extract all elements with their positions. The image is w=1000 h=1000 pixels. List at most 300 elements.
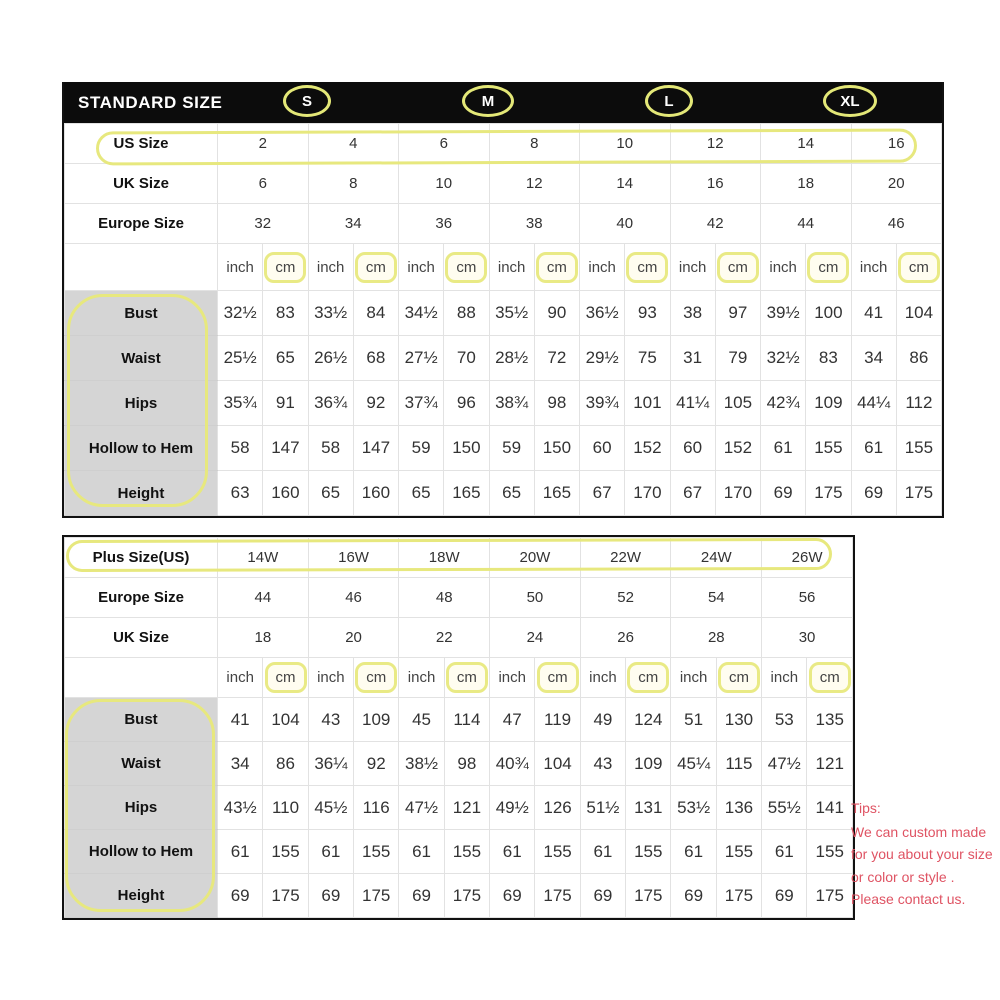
measure-row bbox=[65, 336, 942, 381]
measure-cell: 40¾ bbox=[490, 742, 535, 786]
unit-inch-cell bbox=[580, 658, 625, 698]
size-row bbox=[65, 578, 853, 618]
measure-row bbox=[65, 426, 942, 471]
cm-highlight-box: cm bbox=[537, 662, 579, 693]
measure-cell: 155 bbox=[354, 830, 399, 874]
size-m-label: M bbox=[481, 92, 495, 110]
size-cell: 28 bbox=[671, 618, 762, 658]
measure-cell: 60 bbox=[580, 426, 625, 471]
size-cell: 38 bbox=[489, 204, 580, 244]
measure-cell: 69 bbox=[580, 874, 625, 918]
measure-row bbox=[65, 742, 853, 786]
unit-row-empty-label bbox=[65, 658, 218, 698]
measure-cell: 170 bbox=[715, 471, 760, 516]
measure-cell: 29½ bbox=[580, 336, 625, 381]
measure-cell: 155 bbox=[263, 830, 308, 874]
inch-label: inch bbox=[678, 258, 707, 276]
measure-cell: 88 bbox=[444, 291, 489, 336]
measure-cell: 175 bbox=[626, 874, 671, 918]
size-row bbox=[65, 164, 942, 204]
unit-inch-cell bbox=[851, 244, 896, 291]
size-s-circle-highlight bbox=[283, 85, 331, 117]
cm-highlight-box: cm bbox=[536, 252, 578, 283]
measure-cell: 155 bbox=[444, 830, 489, 874]
measure-cell: 45¼ bbox=[671, 742, 716, 786]
measure-cell: 61 bbox=[851, 426, 896, 471]
measure-cell: 39¾ bbox=[580, 381, 625, 426]
measure-cell: 67 bbox=[670, 471, 715, 516]
standard-size-table bbox=[62, 82, 944, 518]
measure-cell: 175 bbox=[354, 874, 399, 918]
unit-inch-cell bbox=[580, 244, 625, 291]
measure-cell: 45½ bbox=[308, 786, 353, 830]
measure-cell: 45 bbox=[399, 698, 444, 742]
unit-cm-cell bbox=[444, 658, 489, 698]
measure-cell: 61 bbox=[762, 830, 807, 874]
cm-highlight-box: cm bbox=[717, 252, 759, 283]
size-cell: 42 bbox=[670, 204, 761, 244]
size-cell: 46 bbox=[308, 578, 399, 618]
measure-cell: 135 bbox=[807, 698, 853, 742]
measure-cell: 86 bbox=[263, 742, 308, 786]
measure-row-label: Bust bbox=[65, 291, 218, 336]
size-cell: 40 bbox=[580, 204, 671, 244]
size-l-circle-highlight bbox=[645, 85, 693, 117]
measure-cell: 155 bbox=[535, 830, 580, 874]
size-cell: 56 bbox=[762, 578, 853, 618]
size-cell: 46 bbox=[851, 204, 942, 244]
measure-cell: 116 bbox=[354, 786, 399, 830]
measure-cell: 175 bbox=[535, 874, 580, 918]
measure-cell: 41¼ bbox=[670, 381, 715, 426]
measure-cell: 61 bbox=[580, 830, 625, 874]
size-xl-circle-highlight bbox=[823, 85, 877, 117]
measure-cell: 93 bbox=[625, 291, 670, 336]
measure-cell: 67 bbox=[580, 471, 625, 516]
measure-cell: 69 bbox=[218, 874, 263, 918]
measure-row bbox=[65, 291, 942, 336]
measure-cell: 41 bbox=[218, 698, 263, 742]
size-cell: 14 bbox=[580, 164, 671, 204]
measure-cell: 155 bbox=[806, 426, 851, 471]
size-cell: 50 bbox=[490, 578, 581, 618]
measure-cell: 136 bbox=[716, 786, 761, 830]
measure-row-label: Waist bbox=[65, 742, 218, 786]
measure-cell: 160 bbox=[353, 471, 398, 516]
measure-cell: 131 bbox=[626, 786, 671, 830]
measure-cell: 90 bbox=[534, 291, 579, 336]
measure-cell: 98 bbox=[444, 742, 489, 786]
size-cell: 4 bbox=[308, 124, 399, 164]
measure-cell: 165 bbox=[444, 471, 489, 516]
size-xl-label: XL bbox=[840, 92, 860, 110]
inch-label: inch bbox=[226, 258, 254, 276]
measure-cell: 155 bbox=[807, 830, 853, 874]
measure-cell: 175 bbox=[263, 874, 308, 918]
unit-cm-cell bbox=[806, 244, 851, 291]
cm-highlight-box: cm bbox=[626, 252, 668, 283]
size-cell: 48 bbox=[399, 578, 490, 618]
measure-cell: 126 bbox=[535, 786, 580, 830]
size-cell: 22 bbox=[399, 618, 490, 658]
measure-cell: 69 bbox=[671, 874, 716, 918]
measure-cell: 98 bbox=[534, 381, 579, 426]
measure-cell: 124 bbox=[626, 698, 671, 742]
measure-row-label: Hollow to Hem bbox=[65, 426, 218, 471]
tips-line: Please contact us. bbox=[851, 891, 966, 907]
measure-cell: 175 bbox=[807, 874, 853, 918]
measure-cell: 31 bbox=[670, 336, 715, 381]
custom-made-tips bbox=[851, 797, 997, 911]
measure-cell: 69 bbox=[761, 471, 806, 516]
measure-cell: 25½ bbox=[218, 336, 263, 381]
plus-size-grid bbox=[64, 537, 853, 918]
measure-cell: 155 bbox=[626, 830, 671, 874]
cm-highlight-box: cm bbox=[445, 252, 487, 283]
measure-row-label: Bust bbox=[65, 698, 218, 742]
measure-cell: 115 bbox=[716, 742, 761, 786]
measure-cell: 155 bbox=[716, 830, 761, 874]
measure-row bbox=[65, 381, 942, 426]
size-cell: 18W bbox=[399, 538, 490, 578]
measure-row-label: Height bbox=[65, 471, 218, 516]
measure-cell: 109 bbox=[354, 698, 399, 742]
measure-cell: 58 bbox=[308, 426, 353, 471]
unit-row bbox=[65, 244, 942, 291]
measure-cell: 38¾ bbox=[489, 381, 534, 426]
measure-cell: 35¾ bbox=[218, 381, 263, 426]
measure-row bbox=[65, 698, 853, 742]
measure-cell: 100 bbox=[806, 291, 851, 336]
unit-inch-cell bbox=[218, 658, 263, 698]
measure-cell: 53 bbox=[762, 698, 807, 742]
measure-cell: 36½ bbox=[580, 291, 625, 336]
measure-cell: 34 bbox=[218, 742, 263, 786]
size-row-label: UK Size bbox=[65, 164, 218, 204]
measure-cell: 47½ bbox=[762, 742, 807, 786]
size-cell: 8 bbox=[308, 164, 399, 204]
size-row-label: Europe Size bbox=[65, 204, 218, 244]
cm-highlight-box: cm bbox=[355, 662, 397, 693]
measure-cell: 104 bbox=[896, 291, 941, 336]
measure-cell: 97 bbox=[715, 291, 760, 336]
size-cell: 16 bbox=[851, 124, 942, 164]
measure-cell: 175 bbox=[896, 471, 941, 516]
measure-cell: 121 bbox=[444, 786, 489, 830]
measure-cell: 65 bbox=[489, 471, 534, 516]
measure-cell: 105 bbox=[715, 381, 760, 426]
measure-cell: 51 bbox=[671, 698, 716, 742]
inch-label: inch bbox=[407, 258, 435, 276]
measure-cell: 38 bbox=[670, 291, 715, 336]
measure-cell: 69 bbox=[851, 471, 896, 516]
size-cell: 2 bbox=[218, 124, 309, 164]
measure-cell: 28½ bbox=[489, 336, 534, 381]
cm-highlight-box: cm bbox=[807, 252, 849, 283]
unit-cm-cell bbox=[625, 244, 670, 291]
measure-cell: 32½ bbox=[218, 291, 263, 336]
plus-size-table bbox=[62, 535, 855, 920]
unit-inch-cell bbox=[218, 244, 263, 291]
size-cell: 32 bbox=[218, 204, 309, 244]
measure-cell: 152 bbox=[715, 426, 760, 471]
measure-cell: 26½ bbox=[308, 336, 353, 381]
unit-inch-cell bbox=[762, 658, 807, 698]
unit-cm-cell bbox=[263, 244, 308, 291]
size-row bbox=[65, 124, 942, 164]
measure-cell: 61 bbox=[761, 426, 806, 471]
cm-highlight-box: cm bbox=[809, 662, 851, 693]
size-cell: 14 bbox=[761, 124, 852, 164]
measure-cell: 121 bbox=[807, 742, 853, 786]
size-l-label: L bbox=[664, 92, 674, 110]
measure-cell: 101 bbox=[625, 381, 670, 426]
measure-cell: 110 bbox=[263, 786, 308, 830]
measure-cell: 37¾ bbox=[399, 381, 444, 426]
unit-cm-cell bbox=[263, 658, 308, 698]
measure-cell: 35½ bbox=[489, 291, 534, 336]
standard-size-grid bbox=[64, 123, 942, 516]
measure-cell: 42¾ bbox=[761, 381, 806, 426]
inch-label: inch bbox=[859, 258, 888, 276]
size-cell: 26W bbox=[762, 538, 853, 578]
measure-cell: 147 bbox=[263, 426, 308, 471]
cm-highlight-box: cm bbox=[627, 662, 669, 693]
size-row bbox=[65, 618, 853, 658]
measure-cell: 32½ bbox=[761, 336, 806, 381]
size-cell: 20W bbox=[490, 538, 581, 578]
tips-title: Tips: bbox=[851, 800, 881, 816]
inch-label: inch bbox=[226, 669, 254, 686]
measure-cell: 61 bbox=[399, 830, 444, 874]
size-cell: 6 bbox=[218, 164, 309, 204]
measure-cell: 160 bbox=[263, 471, 308, 516]
measure-cell: 70 bbox=[444, 336, 489, 381]
measure-row bbox=[65, 874, 853, 918]
cm-highlight-box: cm bbox=[265, 662, 307, 693]
measure-cell: 119 bbox=[535, 698, 580, 742]
unit-cm-cell bbox=[716, 658, 761, 698]
size-cell: 12 bbox=[670, 124, 761, 164]
measure-cell: 150 bbox=[534, 426, 579, 471]
unit-cm-cell bbox=[896, 244, 941, 291]
measure-cell: 65 bbox=[263, 336, 308, 381]
measure-cell: 75 bbox=[625, 336, 670, 381]
unit-inch-cell bbox=[761, 244, 806, 291]
unit-cm-cell bbox=[535, 658, 580, 698]
size-cell: 16 bbox=[670, 164, 761, 204]
measure-cell: 92 bbox=[354, 742, 399, 786]
unit-inch-cell bbox=[671, 658, 716, 698]
unit-inch-cell bbox=[490, 658, 535, 698]
measure-cell: 150 bbox=[444, 426, 489, 471]
measure-cell: 27½ bbox=[399, 336, 444, 381]
size-row-label: US Size bbox=[65, 124, 218, 164]
tips-line: for you about your size bbox=[851, 846, 993, 862]
size-cell: 52 bbox=[580, 578, 671, 618]
measure-cell: 91 bbox=[263, 381, 308, 426]
measure-cell: 68 bbox=[353, 336, 398, 381]
inch-label: inch bbox=[407, 669, 436, 686]
unit-inch-cell bbox=[670, 244, 715, 291]
measure-cell: 39½ bbox=[761, 291, 806, 336]
measure-cell: 165 bbox=[534, 471, 579, 516]
standard-size-title: STANDARD SIZE bbox=[78, 92, 223, 112]
size-cell: 36 bbox=[399, 204, 490, 244]
measure-cell: 83 bbox=[263, 291, 308, 336]
size-cell: 44 bbox=[218, 578, 309, 618]
measure-cell: 175 bbox=[716, 874, 761, 918]
measure-row bbox=[65, 471, 942, 516]
unit-row-empty-label bbox=[65, 244, 218, 291]
measure-cell: 61 bbox=[490, 830, 535, 874]
measure-cell: 51½ bbox=[580, 786, 625, 830]
measure-cell: 43½ bbox=[218, 786, 263, 830]
measure-cell: 36¼ bbox=[308, 742, 353, 786]
measure-cell: 69 bbox=[399, 874, 444, 918]
size-cell: 10 bbox=[399, 164, 490, 204]
measure-cell: 86 bbox=[896, 336, 941, 381]
size-row-label: UK Size bbox=[65, 618, 218, 658]
size-cell: 24 bbox=[490, 618, 581, 658]
measure-cell: 152 bbox=[625, 426, 670, 471]
size-cell: 16W bbox=[308, 538, 399, 578]
unit-cm-cell bbox=[354, 658, 399, 698]
unit-cm-cell bbox=[715, 244, 760, 291]
size-m-circle-highlight bbox=[462, 85, 514, 117]
measure-cell: 47 bbox=[490, 698, 535, 742]
size-cell: 18 bbox=[761, 164, 852, 204]
measure-cell: 112 bbox=[896, 381, 941, 426]
measure-row bbox=[65, 786, 853, 830]
inch-label: inch bbox=[679, 669, 708, 686]
inch-label: inch bbox=[769, 258, 797, 276]
measure-cell: 96 bbox=[444, 381, 489, 426]
cm-highlight-box: cm bbox=[355, 252, 397, 283]
measure-cell: 109 bbox=[626, 742, 671, 786]
measure-cell: 65 bbox=[399, 471, 444, 516]
measure-cell: 63 bbox=[218, 471, 263, 516]
measure-cell: 61 bbox=[308, 830, 353, 874]
measure-cell: 79 bbox=[715, 336, 760, 381]
measure-cell: 170 bbox=[625, 471, 670, 516]
inch-label: inch bbox=[770, 669, 799, 686]
measure-row-label: Hips bbox=[65, 786, 218, 830]
unit-inch-cell bbox=[399, 658, 444, 698]
measure-cell: 69 bbox=[762, 874, 807, 918]
measure-cell: 69 bbox=[490, 874, 535, 918]
measure-cell: 72 bbox=[534, 336, 579, 381]
measure-cell: 61 bbox=[218, 830, 263, 874]
size-s-label: S bbox=[301, 92, 312, 110]
unit-cm-cell bbox=[534, 244, 579, 291]
size-row bbox=[65, 204, 942, 244]
unit-row bbox=[65, 658, 853, 698]
measure-cell: 36¾ bbox=[308, 381, 353, 426]
size-cell: 20 bbox=[308, 618, 399, 658]
inch-label: inch bbox=[497, 258, 526, 276]
measure-row-label: Waist bbox=[65, 336, 218, 381]
size-cell: 8 bbox=[489, 124, 580, 164]
measure-cell: 60 bbox=[670, 426, 715, 471]
measure-cell: 49½ bbox=[490, 786, 535, 830]
unit-inch-cell bbox=[489, 244, 534, 291]
measure-row bbox=[65, 830, 853, 874]
standard-size-header bbox=[64, 82, 942, 123]
inch-label: inch bbox=[498, 669, 526, 686]
size-cell: 30 bbox=[762, 618, 853, 658]
measure-cell: 41 bbox=[851, 291, 896, 336]
size-cell: 14W bbox=[218, 538, 309, 578]
measure-cell: 34 bbox=[851, 336, 896, 381]
size-cell: 10 bbox=[580, 124, 671, 164]
measure-cell: 59 bbox=[489, 426, 534, 471]
measure-cell: 58 bbox=[218, 426, 263, 471]
measure-cell: 147 bbox=[353, 426, 398, 471]
measure-cell: 34½ bbox=[399, 291, 444, 336]
measure-cell: 65 bbox=[308, 471, 353, 516]
measure-cell: 55½ bbox=[762, 786, 807, 830]
measure-cell: 49 bbox=[580, 698, 625, 742]
measure-cell: 130 bbox=[716, 698, 761, 742]
unit-cm-cell bbox=[807, 658, 853, 698]
tips-line: We can custom made bbox=[851, 823, 987, 840]
size-cell: 20 bbox=[851, 164, 942, 204]
measure-cell: 175 bbox=[806, 471, 851, 516]
measure-cell: 69 bbox=[308, 874, 353, 918]
measure-cell: 61 bbox=[671, 830, 716, 874]
size-cell: 24W bbox=[671, 538, 762, 578]
measure-cell: 84 bbox=[353, 291, 398, 336]
unit-inch-cell bbox=[308, 244, 353, 291]
size-cell: 44 bbox=[761, 204, 852, 244]
size-row-label: Plus Size(US) bbox=[65, 538, 218, 578]
unit-inch-cell bbox=[308, 658, 353, 698]
cm-highlight-box: cm bbox=[718, 662, 760, 693]
size-cell: 34 bbox=[308, 204, 399, 244]
measure-cell: 175 bbox=[444, 874, 489, 918]
measure-cell: 53½ bbox=[671, 786, 716, 830]
size-cell: 12 bbox=[489, 164, 580, 204]
measure-row-label: Height bbox=[65, 874, 218, 918]
size-row-label: Europe Size bbox=[65, 578, 218, 618]
size-cell: 26 bbox=[580, 618, 671, 658]
measure-cell: 92 bbox=[353, 381, 398, 426]
size-cell: 18 bbox=[218, 618, 309, 658]
inch-label: inch bbox=[317, 669, 345, 686]
measure-cell: 43 bbox=[580, 742, 625, 786]
cm-highlight-box: cm bbox=[898, 252, 940, 283]
unit-cm-cell bbox=[353, 244, 398, 291]
measure-cell: 43 bbox=[308, 698, 353, 742]
measure-cell: 155 bbox=[896, 426, 941, 471]
unit-cm-cell bbox=[626, 658, 671, 698]
cm-highlight-box: cm bbox=[446, 662, 488, 693]
size-row bbox=[65, 538, 853, 578]
size-cell: 6 bbox=[399, 124, 490, 164]
measure-cell: 47½ bbox=[399, 786, 444, 830]
tips-line: or color or style . bbox=[851, 868, 955, 885]
size-cell: 54 bbox=[671, 578, 762, 618]
unit-inch-cell bbox=[399, 244, 444, 291]
measure-cell: 114 bbox=[444, 698, 489, 742]
measure-cell: 104 bbox=[535, 742, 580, 786]
unit-cm-cell bbox=[444, 244, 489, 291]
measure-cell: 44¼ bbox=[851, 381, 896, 426]
size-cell: 22W bbox=[580, 538, 671, 578]
measure-cell: 83 bbox=[806, 336, 851, 381]
inch-label: inch bbox=[316, 258, 345, 276]
